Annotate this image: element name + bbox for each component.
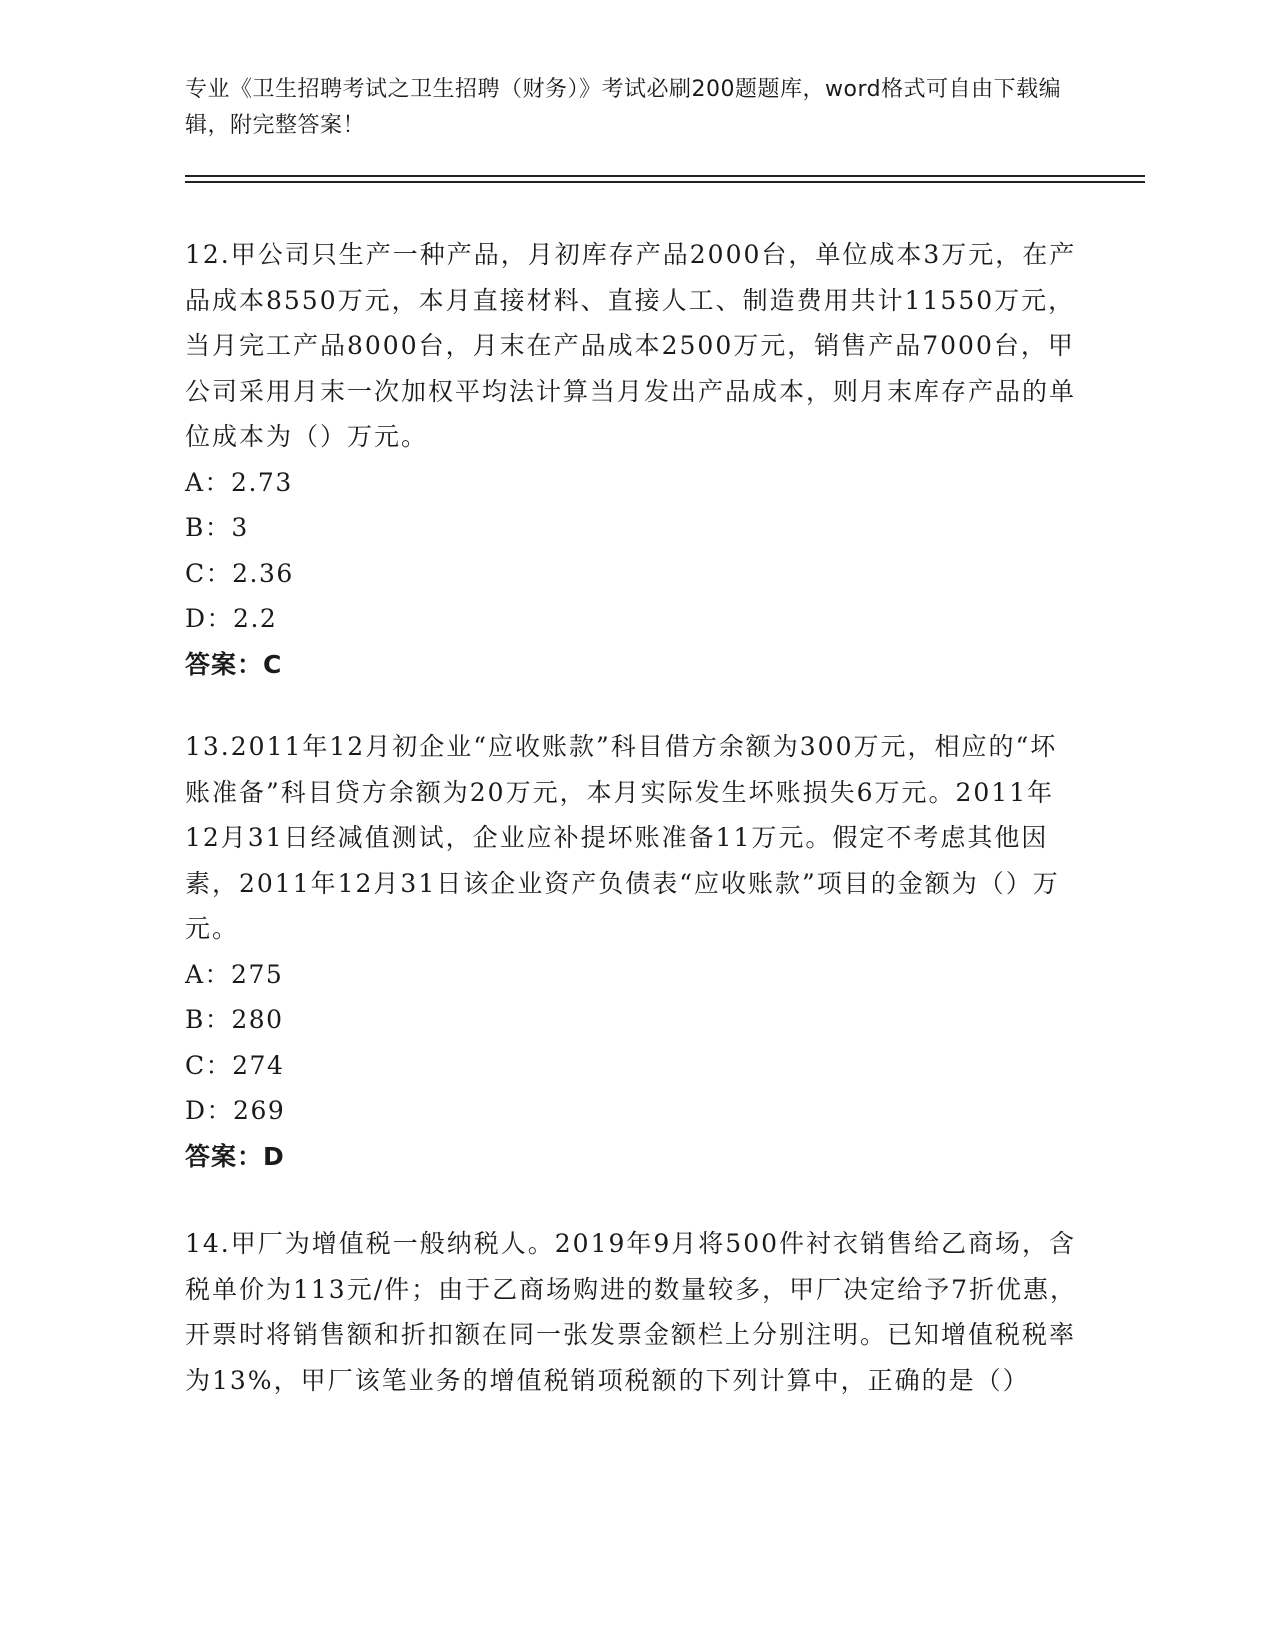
header-divider-top	[185, 175, 1145, 177]
header-divider-bottom	[185, 181, 1145, 183]
option-b: B：280	[185, 1005, 284, 1034]
option-c: C：274	[185, 1050, 285, 1080]
option-a: A：2.73	[185, 467, 293, 497]
question-text: 12.甲公司只生产一种产品，月初库存产品2000台，单位成本3万元，在产品成本8550万元，本月直接材料、直接人工、制造费用共计11550万元，当月完工产品8000台，月末在产品成本2500万元，销售产品7000台，甲公司采用月末一次加权平均法计算当月发出产品成本，则月末库存产品的单位成本为（）万元。	[185, 240, 1077, 451]
answer-line: 答案：C	[185, 649, 283, 679]
question-text: 14.甲厂为增值税一般纳税人。2019年9月将500件衬衣销售给乙商场，含税单价为113元/件；由于乙商场购进的数量较多，甲厂决定给予7折优惠，开票时将销售额和折扣额在同一张发票金额栏上分别注明。已知增值税税率为13%，甲厂该笔业务的增值税销项税额的下列计算中，正确的是（）	[185, 1229, 1078, 1395]
option-c: C：2.36	[185, 558, 294, 588]
question-text: 13.2011年12月初企业“应收账款”科目借方余额为300万元，相应的“坏账准备”科目贷方余额为20万元，本月实际发生坏账损失6万元。2011年12月31日经减值测试，企业应补提坏账准备11万元。假定不考虑其他因素，2011年12月31日该企业资产负债表“应收账款”项目的金额为（）万元。	[185, 732, 1060, 943]
document-header: 专业《卫生招聘考试之卫生招聘（财务）》考试必刷200题题库，word格式可自由下载编辑，附完整答案！	[185, 77, 1062, 138]
question-14	[185, 1221, 1080, 1403]
option-d: D：2.2	[185, 604, 278, 633]
option-d: D：269	[185, 1096, 286, 1125]
question-12	[185, 232, 1080, 687]
option-a: A：275	[185, 959, 284, 989]
option-b: B：3	[185, 513, 249, 542]
answer-line: 答案：D	[185, 1141, 285, 1171]
question-13	[185, 724, 1080, 1179]
